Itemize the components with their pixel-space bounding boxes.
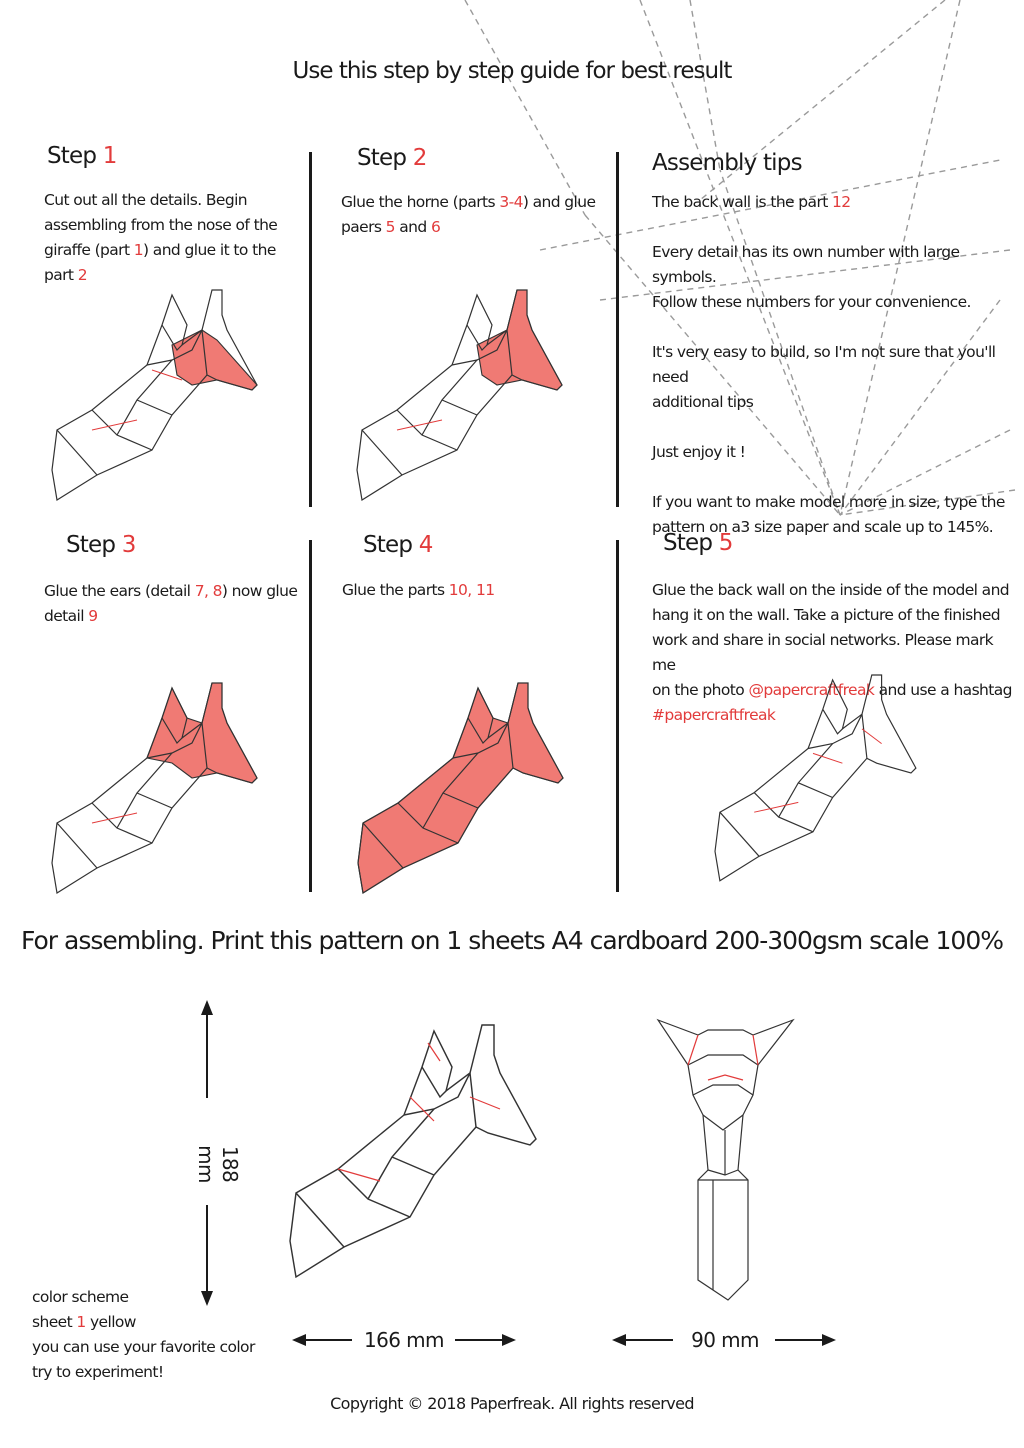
text-line: pattern on a3 size paper and scale up to 145%. (652, 518, 994, 536)
step-2-heading: Step 2 (357, 145, 427, 171)
text-line: assembling from the nose of the (44, 216, 278, 234)
giraffe-step-1 (52, 290, 257, 500)
front-width-dimension: 90 mm (691, 1328, 759, 1352)
text-line: Glue the back wall on the inside of the model and (652, 581, 1010, 599)
text-line: Just enjoy it ! (652, 443, 746, 461)
text-line: The back wall is the part 12 (652, 193, 851, 211)
giraffe-step-2 (357, 290, 562, 500)
text-line: detail 9 (44, 607, 98, 625)
text-line: It's very easy to build, so I'm not sure that you'll need (652, 343, 996, 386)
step-5-heading: Step 5 (663, 530, 733, 556)
giraffe-step-3 (52, 683, 257, 893)
step-3-heading: Step 3 (66, 532, 136, 558)
giraffe-step-4 (358, 683, 563, 893)
text-line: Glue the horne (parts 3-4) and glue (341, 193, 596, 211)
step-4-heading: Step 4 (363, 532, 433, 558)
height-dimension: 188 mm (194, 1145, 242, 1183)
text-line: Every detail has its own number with large symbols. (652, 243, 960, 286)
giraffe-step-5 (715, 675, 916, 881)
text-line: on the photo @papercraftfreak and use a hashtag (652, 681, 1012, 699)
page-title: Use this step by step guide for best result (292, 58, 732, 84)
assembling-note: For assembling. Print this pattern on 1 sheets A4 cardboard 200-300gsm scale 100% (20, 926, 1003, 955)
side-width-dimension: 166 mm (364, 1328, 444, 1352)
text-line: additional tips (652, 393, 754, 411)
text-line: work and share in social networks. Please mark me (652, 631, 994, 674)
text-line: #papercraftfreak (652, 706, 776, 724)
assembly-tips-heading: Assembly tips (652, 150, 802, 176)
text-line: hang it on the wall. Take a picture of the finished (652, 606, 1001, 624)
giraffe-side-view (290, 1025, 536, 1277)
text-line: giraffe (part 1) and glue it to the (44, 241, 276, 259)
text-line: Glue the parts 10, 11 (342, 581, 495, 599)
giraffe-front-view (658, 1020, 793, 1300)
text-line: Cut out all the details. Begin (44, 191, 247, 209)
text-line: Glue the ears (detail 7, 8) now glue (44, 582, 298, 600)
copyright: Copyright © 2018 Paperfreak. All rights reserved (330, 1394, 694, 1413)
text-line: Follow these numbers for your convenience. (652, 293, 971, 311)
step-1-heading: Step 1 (47, 143, 117, 169)
text-line: If you want to make model more in size, type the (652, 493, 1005, 511)
text-line: paers 5 and 6 (341, 218, 441, 236)
color-scheme-note: color scheme sheet 1 yellow you can use your favorite color try to experiment! (32, 1288, 255, 1381)
text-line: part 2 (44, 266, 87, 284)
